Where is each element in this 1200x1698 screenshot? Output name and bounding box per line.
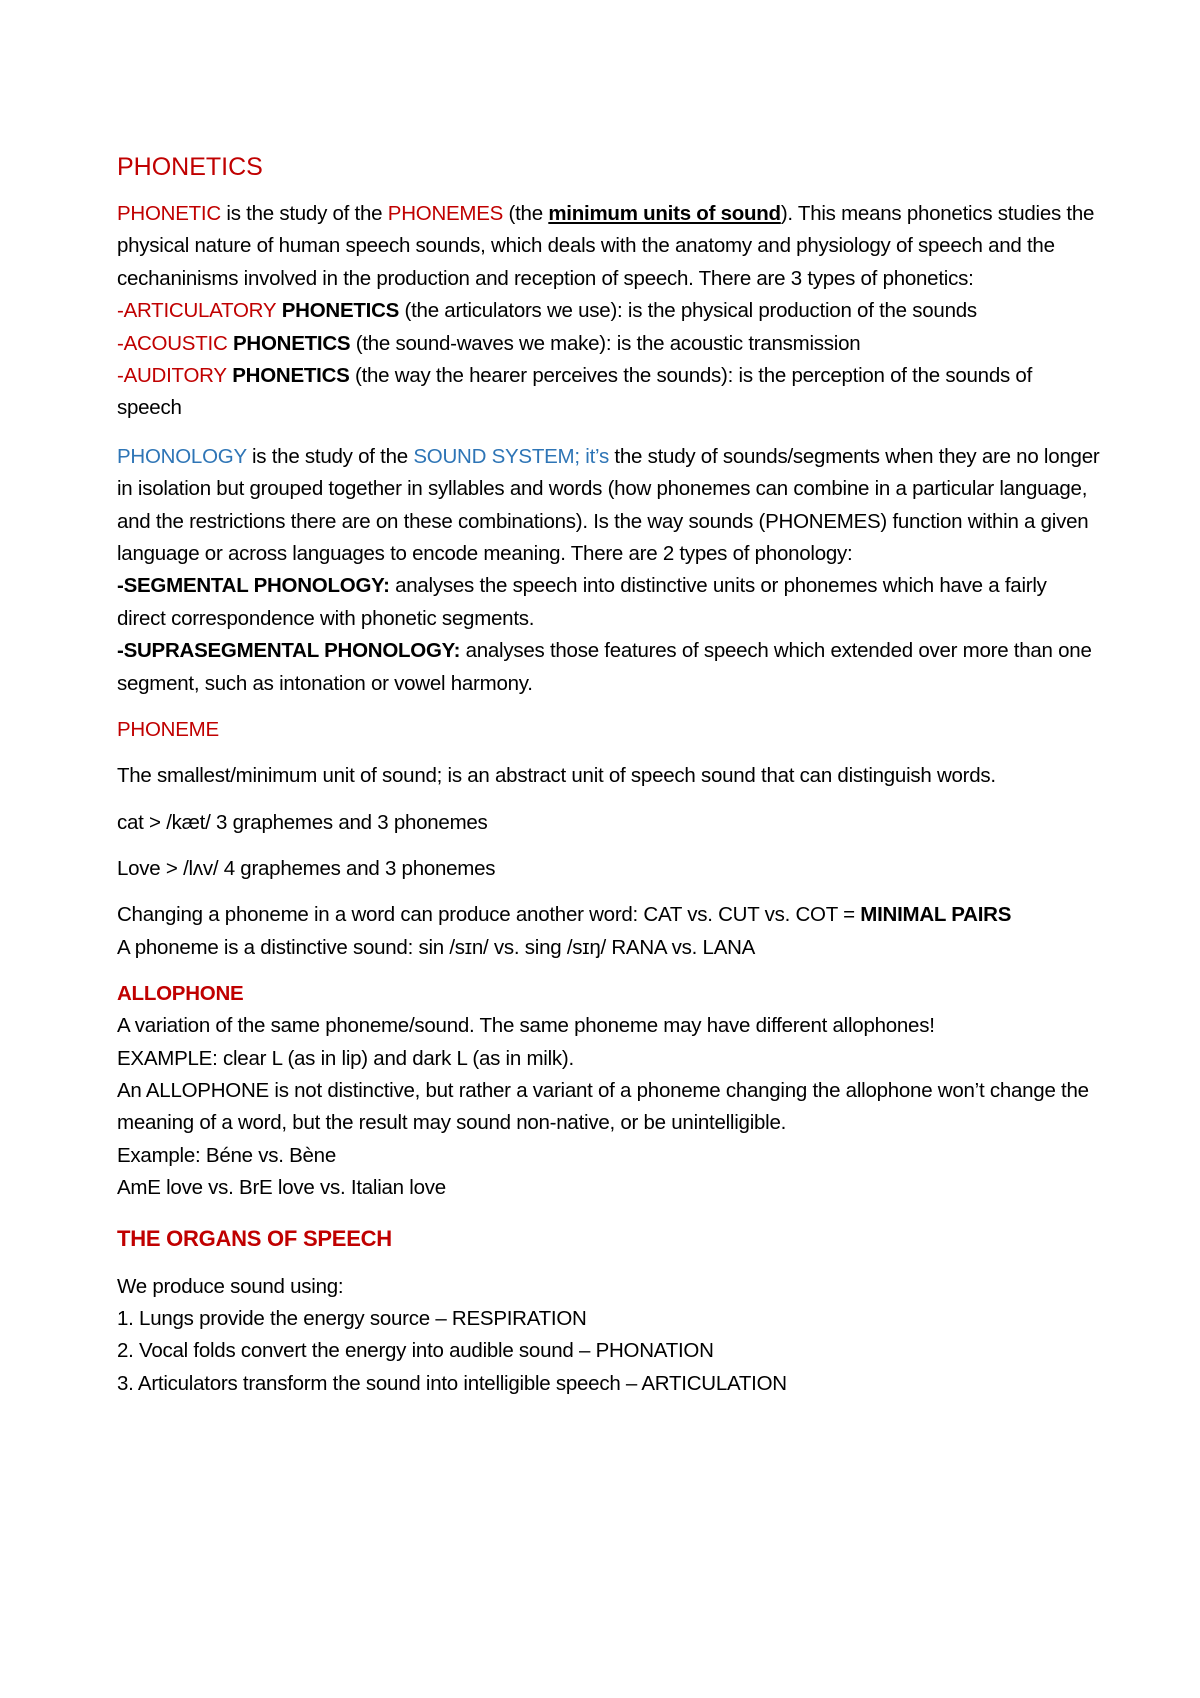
phonetics-type-desc: (the sound-waves we make): is the acoustic transmission [350, 331, 861, 355]
organs-list-item: 1. Lungs provide the energy source – RESPIRATION [117, 1306, 587, 1330]
phonetics-type-desc: (the way the hearer perceives the sounds): is the perception of the sounds of speech [117, 364, 1033, 420]
minimal-pairs-text: Changing a phoneme in a word can produce another word: CAT vs. CUT vs. COT = [117, 903, 861, 927]
phonetic-term: PHONETIC [117, 202, 221, 225]
phonology-type-name: -SEGMENTAL PHONOLOGY: [117, 574, 390, 598]
allophone-title: ALLOPHONE [117, 982, 244, 1006]
phonology-term: PHONOLOGY [117, 444, 247, 468]
phonetics-type-auditory [117, 360, 1100, 425]
phoneme-example-love: Love > /lʌv/ 4 graphemes and 3 phonemes [117, 856, 496, 880]
list-dash: - [117, 299, 124, 323]
allophone-line: An ALLOPHONE is not distinctive, but rather a variant of a phoneme changing the allophone won’t change the meaning of a word, but the result may sound non-native, or be unintelligible. [117, 1078, 1089, 1135]
organs-section [117, 1271, 1100, 1401]
phonemes-term: PHONEMES [387, 202, 504, 225]
minimal-pairs-line [117, 899, 1100, 931]
list-dash: - [117, 364, 124, 388]
phonology-paragraph [117, 441, 1100, 571]
allophone-line: EXAMPLE: clear L (as in lip) and dark L (as in milk). [117, 1046, 574, 1070]
phonetics-type-label: PHONETICS [276, 299, 400, 323]
allophone-line: AmE love vs. BrE love vs. Italian love [117, 1176, 446, 1200]
phonology-type-desc: analyses those features of speech which extended over more than one segment, such as intonation or vowel harmony. [117, 639, 1092, 695]
sound-system-term: SOUND SYSTEM [413, 444, 575, 468]
phonology-text-2: the study of sounds/segments when they are no longer in isolation but grouped together in syllables and words (how phonemes can combine in a particular language, and the restrictions there are on these combinations). Is the way sounds (PHONEMES) function within a given language or across languages to encode meaning. There are 2 types of phonology: [117, 444, 1100, 566]
list-dash: - [117, 331, 124, 355]
phoneme-distinctive: A phoneme is a distinctive sound: sin /sɪn/ vs. sing /sɪŋ/ RANA vs. LANA [117, 935, 756, 959]
phonology-type-segmental [117, 570, 1100, 635]
phonetics-type-label: PHONETICS [226, 364, 350, 388]
phonetics-type-articulatory [117, 295, 1100, 327]
organs-list-item: 3. Articulators transform the sound into intelligible speech – ARTICULATION [117, 1371, 787, 1395]
organs-title: THE ORGANS OF SPEECH [117, 1225, 392, 1251]
phonology-its: ; it’s [574, 444, 609, 468]
allophone-line: Example: Béne vs. Bène [117, 1143, 336, 1167]
phonetics-type-desc: (the articulators we use): is the physical production of the sounds [399, 299, 977, 323]
phonetics-type-name: ACOUSTIC [123, 331, 228, 355]
phonology-type-suprasegmental [117, 635, 1100, 700]
phonetics-intro [117, 198, 1100, 295]
phonetics-type-name: AUDITORY [123, 364, 227, 388]
phonology-type-name: -SUPRASEGMENTAL PHONOLOGY: [117, 639, 461, 663]
phonetics-intro-text-3: ). This means phonetics studies the physical nature of human speech sounds, which deals with the anatomy and physiology of speech and the cechaninisms involved in the production and reception of speech. There are 3 types of phonetics: [117, 202, 1095, 290]
phonetics-title: PHONETICS [117, 153, 263, 181]
phonology-type-desc: analyses the speech into distinctive units or phonemes which have a fairly direct correspondence with phonetic segments. [117, 574, 1047, 630]
minimum-units-underlined: minimum units of sound [548, 202, 781, 225]
minimal-pairs-label: MINIMAL PAIRS [860, 903, 1012, 927]
phonetics-type-name: ARTICULATORY [123, 299, 277, 323]
phonetics-type-acoustic [117, 328, 1100, 360]
phonology-text-1: is the study of the [246, 444, 414, 468]
organs-list-item: 2. Vocal folds convert the energy into audible sound – PHONATION [117, 1339, 714, 1363]
phoneme-example-cat: cat > /kæt/ 3 graphemes and 3 phonemes [117, 810, 488, 834]
phonetics-type-label: PHONETICS [227, 331, 351, 355]
phoneme-definition: The smallest/minimum unit of sound; is an abstract unit of speech sound that can distinguish words. [117, 764, 996, 788]
phonetics-intro-text-2: (the [503, 202, 549, 225]
allophone-section [117, 1010, 1100, 1204]
organs-intro: We produce sound using: [117, 1274, 344, 1298]
phonetics-intro-text-1: is the study of the [220, 202, 388, 225]
allophone-line: A variation of the same phoneme/sound. The same phoneme may have different allophones! [117, 1014, 935, 1038]
phoneme-title: PHONEME [117, 718, 219, 742]
